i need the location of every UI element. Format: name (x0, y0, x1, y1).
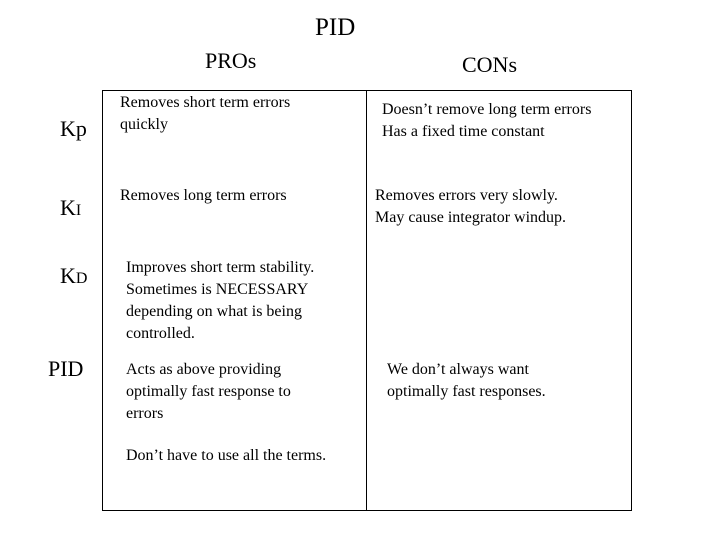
pros-line: optimally fast response to (126, 383, 291, 400)
cons-header: CONs (462, 52, 518, 77)
pros-line: controlled. (126, 325, 195, 342)
cons-line: Doesn’t remove long term errors (382, 101, 592, 118)
row-label-kp: Kp (60, 116, 87, 141)
row-label-kd (60, 263, 87, 289)
note-text: Don’t have to use all the terms. (126, 447, 327, 464)
cons-cell-kp (382, 99, 591, 143)
row-label-main: K (60, 195, 76, 220)
pros-line: Removes short term errors (120, 94, 291, 111)
pros-cell-pid (126, 359, 291, 425)
pros-line: Improves short term stability. (126, 259, 315, 276)
pros-header: PROs (205, 48, 257, 73)
pros-line: errors (126, 405, 164, 422)
row-label-main: K (60, 263, 76, 288)
pros-line: Sometimes is NECESSARY (126, 281, 309, 298)
row-label-ki (60, 195, 81, 221)
page-title: PID (315, 14, 356, 41)
pros-line: Removes long term errors (120, 187, 287, 204)
cons-line: Removes errors very slowly. (375, 187, 558, 204)
row-label-subscript: I (75, 202, 82, 219)
cons-line: Has a fixed time constant (382, 123, 545, 140)
cons-line: We don’t always want (387, 361, 529, 378)
pros-line: quickly (120, 116, 168, 133)
column-divider (366, 90, 367, 511)
pros-line: depending on what is being (126, 303, 302, 320)
cons-line: May cause integrator windup. (375, 209, 567, 226)
row-label-pid: PID (48, 356, 84, 381)
cons-cell-ki (375, 185, 566, 229)
pros-line: Acts as above providing (126, 361, 282, 378)
pros-cell-kd (126, 257, 314, 345)
pros-cell-ki (120, 185, 287, 207)
cons-cell-pid (387, 359, 546, 403)
pros-cell-kp (120, 92, 290, 136)
row-label-subscript: D (75, 270, 88, 287)
cons-line: optimally fast responses. (387, 383, 546, 400)
